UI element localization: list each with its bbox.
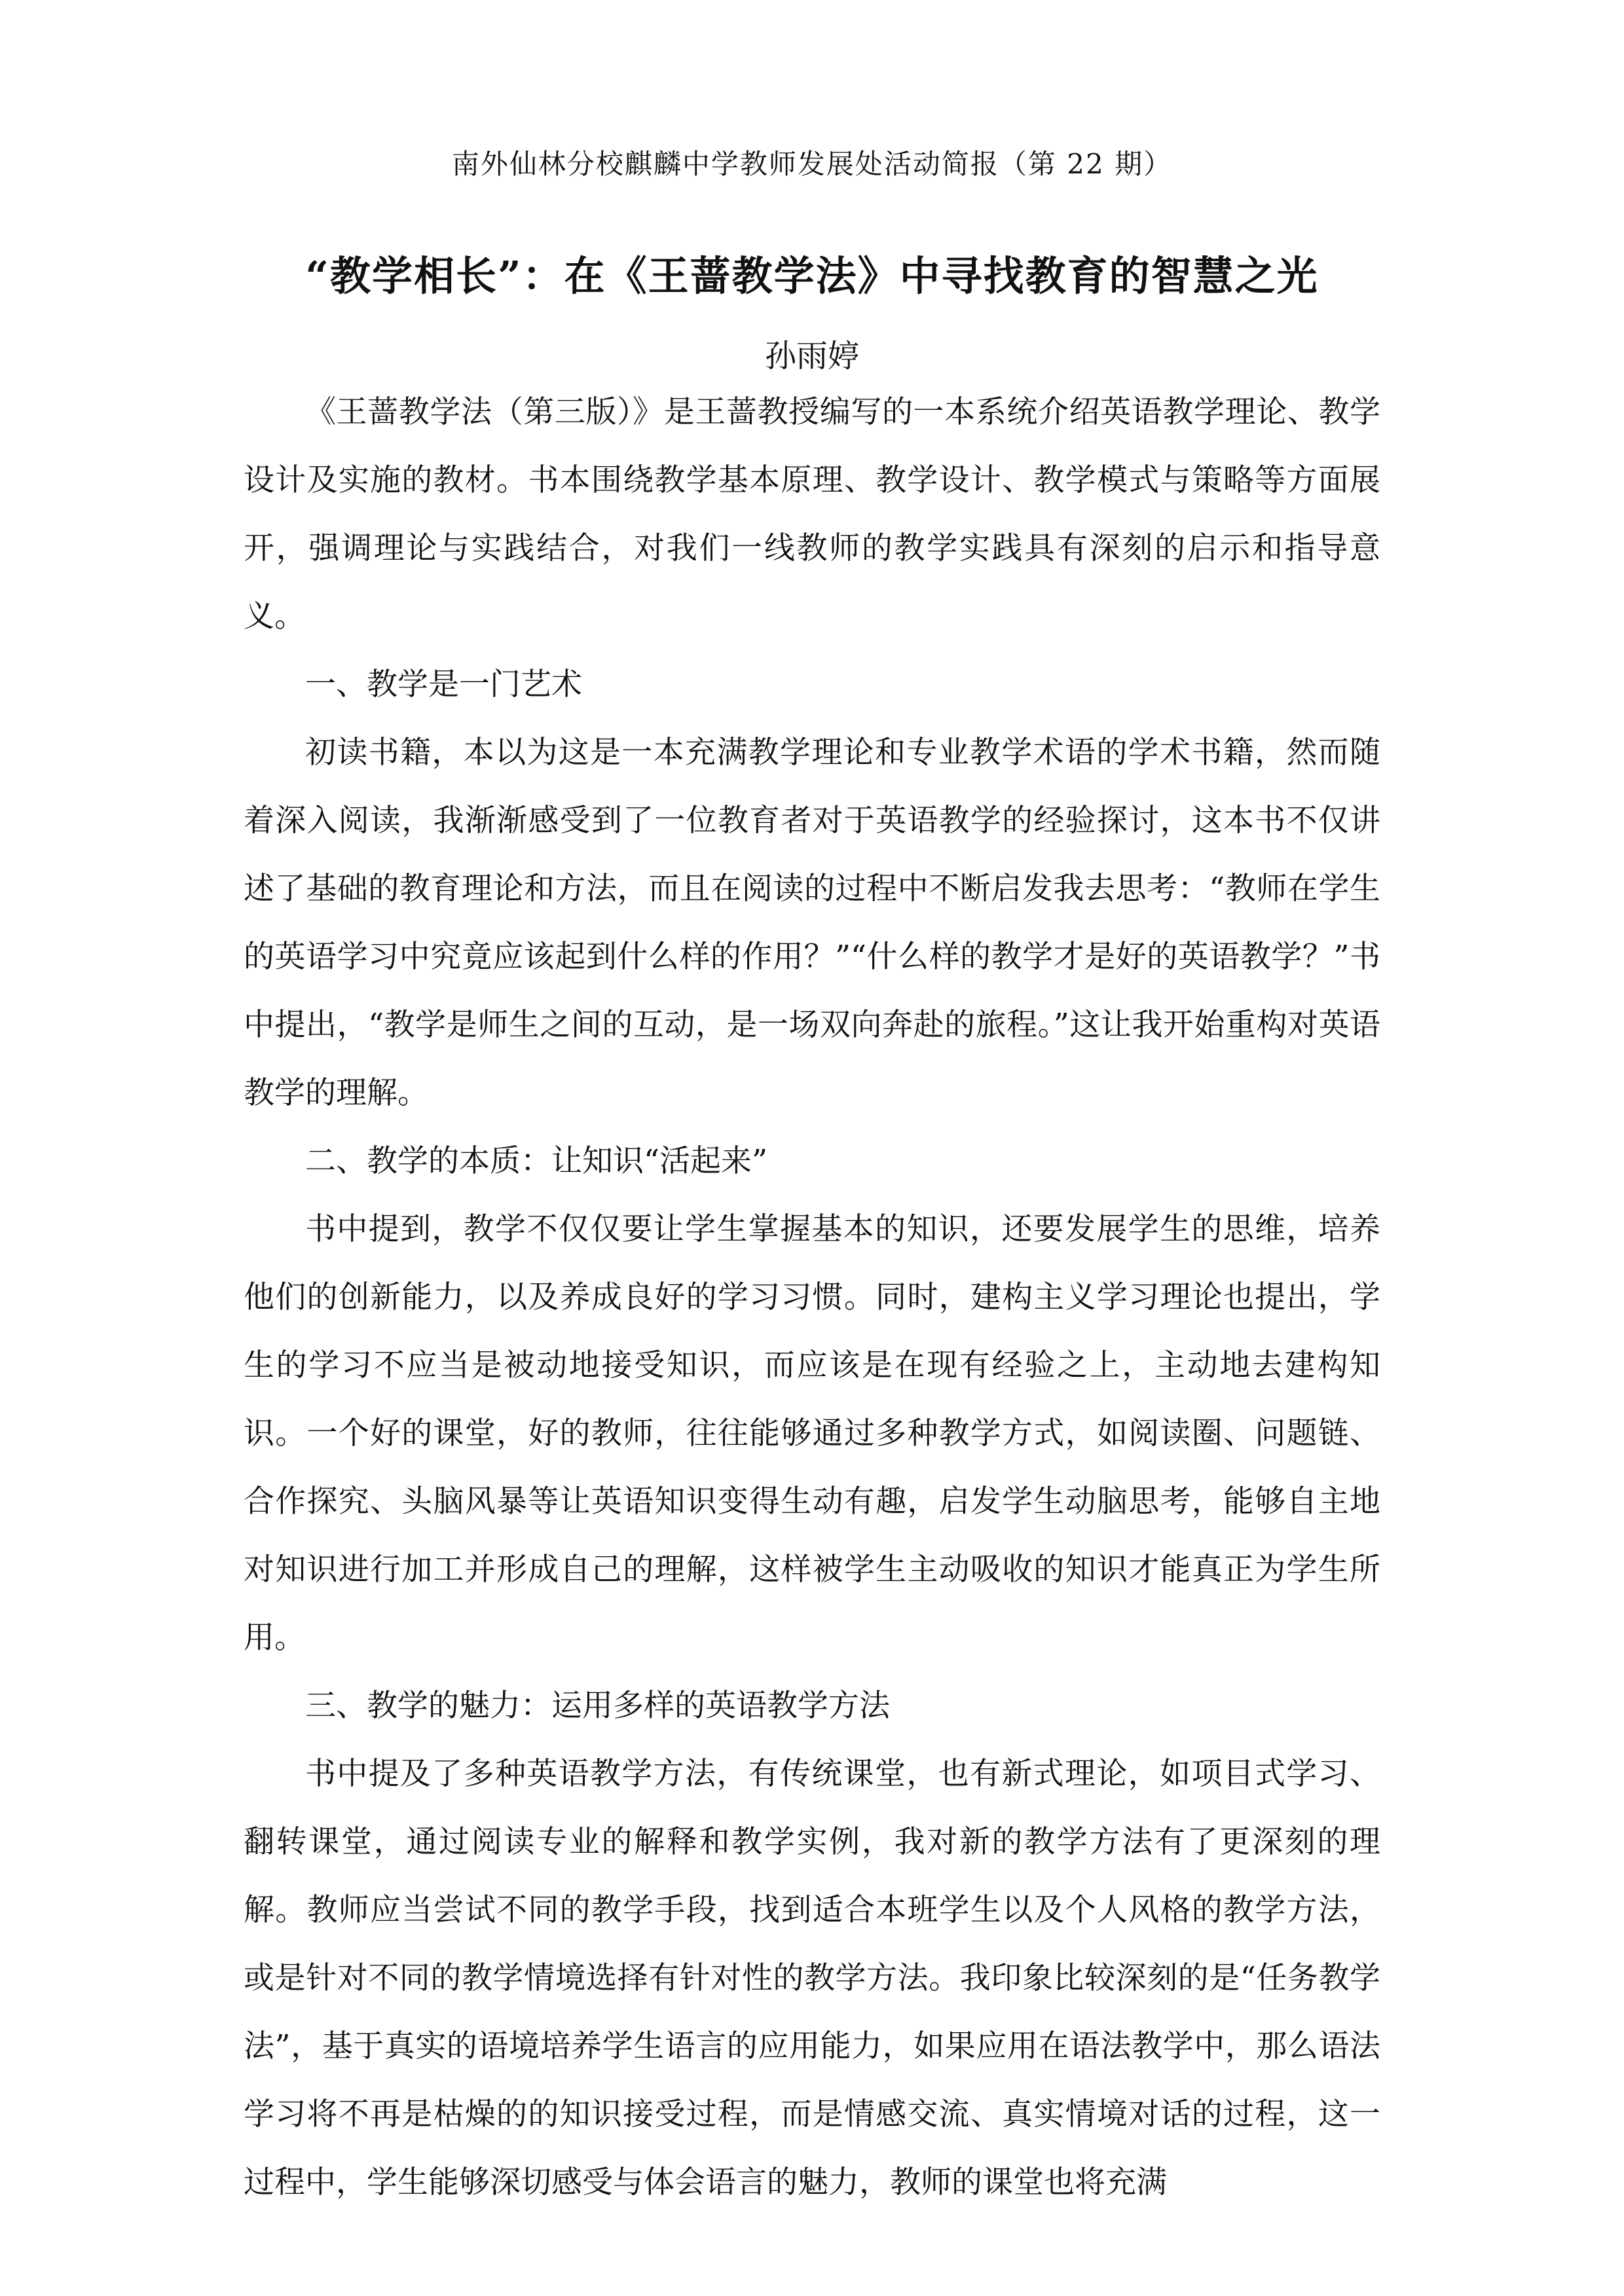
section-heading-1: 一、教学是一门艺术 [305,666,582,702]
article-title: “教学相长”：在《王蔷教学法》中寻找教育的智慧之光 [305,252,1319,300]
section-heading-3: 三、教学的魅力：运用多样的英语教学方法 [305,1688,890,1724]
newsletter-header: 南外仙林分校麒麟中学教师发展处活动简报（第 22 期） [451,148,1173,180]
paragraph-section-1: 初读书籍，本以为这是一本充满教学理论和专业教学术语的学术书籍，然而随着深入阅读，我渐渐感受到了一位教育者对于英语教学的经验探讨，这本书不仅讲述了基础的教育理论和方法，而且在阅读的过程中不断启发我去思考：“教师在学生的英语学习中究竟应该起到什么样的作用？”“什么样的教学才是好的英语教学？”书中提出，“教学是师生之间的互动，是一场双向奔赴的旅程。”这让我开始重构对英语教学的理解。 [244,735,1380,1111]
paragraph-intro: 《王蔷教学法（第三版）》是王蔷教授编写的一本系统介绍英语教学理论、教学设计及实施的教材。书本围绕教学基本原理、教学设计、教学模式与策略等方面展开，强调理论与实践结合，对我们一线教师的教学实践具有深刻的启示和指导意义。 [244,394,1380,634]
section-heading-2: 二、教学的本质：让知识“活起来” [305,1143,768,1179]
article-body [244,378,1380,2217]
author-name: 孙雨婷 [764,338,859,374]
paragraph-section-3: 书中提及了多种英语教学方法，有传统课堂，也有新式理论，如项目式学习、翻转课堂，通过阅读专业的解释和教学实例，我对新的教学方法有了更深刻的理解。教师应当尝试不同的教学手段，找到适合本班学生以及个人风格的教学方法，或是针对不同的教学情境选择有针对性的教学方法。我印象比较深刻的是“任务教学法”，基于真实的语境培养学生语言的应用能力，如果应用在语法教学中，那么语法学习将不再是枯燥的的知识接受过程，而是情感交流、真实情境对话的过程，这一过程中，学生能够深切感受与体会语言的魅力，教师的课堂也将充满 [244,1756,1380,2200]
paragraph-section-2: 书中提到，教学不仅仅要让学生掌握基本的知识，还要发展学生的思维，培养他们的创新能力，以及养成良好的学习习惯。同时，建构主义学习理论也提出，学生的学习不应当是被动地接受知识，而应该是在现有经验之上，主动地去建构知识。一个好的课堂，好的教师，往往能够通过多种教学方式，如阅读圈、问题链、合作探究、头脑风暴等让英语知识变得生动有趣，启发学生动脑思考，能够自主地对知识进行加工并形成自己的理解，这样被学生主动吸收的知识才能真正为学生所用。 [244,1211,1380,1656]
